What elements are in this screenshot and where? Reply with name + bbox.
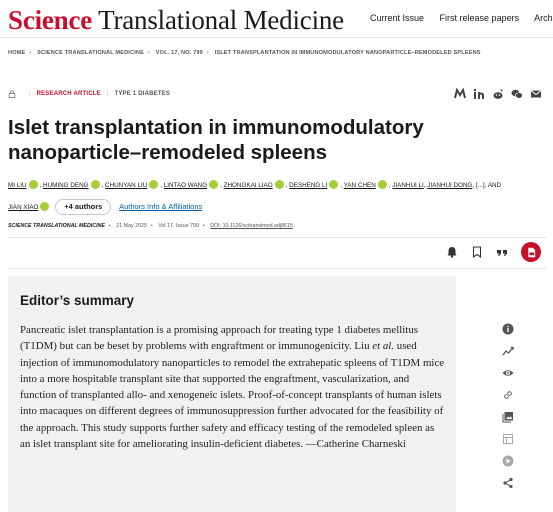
author-link[interactable]: CHUNYAN LIU xyxy=(105,182,148,189)
divider xyxy=(8,237,546,238)
more-authors-button[interactable]: +4 authors xyxy=(55,199,111,215)
article-tools-rail xyxy=(502,322,518,498)
share-icons xyxy=(454,87,541,98)
info-icon[interactable] xyxy=(502,322,514,334)
orcid-icon[interactable] xyxy=(378,180,387,189)
citation-line: SCIENCE TRANSLATIONAL MEDICINE • 21 May 2025 • Vol 17, Issue 799 • DOI: 10.1126/scitranslmed.adj8615 xyxy=(8,223,293,229)
linkedin-icon[interactable] xyxy=(473,87,484,98)
pdf-button[interactable] xyxy=(521,242,541,262)
author-ellipsis[interactable]: [...] xyxy=(475,182,485,189)
eye-icon[interactable] xyxy=(502,366,514,378)
author-link[interactable]: LINTAO WANG xyxy=(163,182,208,189)
author-link[interactable]: HUMING DENG xyxy=(43,182,89,189)
journal-logo[interactable]: Science Translational Medicine xyxy=(8,5,344,35)
email-icon[interactable] xyxy=(530,87,541,98)
author-link[interactable]: MI LIU xyxy=(8,182,27,189)
site-header xyxy=(0,0,553,38)
divider xyxy=(8,268,546,269)
doi-link[interactable]: DOI: 10.1126/scitranslmed.adj8615 xyxy=(210,223,293,229)
orcid-icon[interactable] xyxy=(209,180,218,189)
nav-first-release[interactable]: First release papers xyxy=(439,13,520,23)
author-link[interactable]: JIANHUI DONG xyxy=(427,182,473,189)
breadcrumb-article: ISLET TRANSPLANTATION IN IMMUNOMODULATORY NANOPARTICLE–REMODELED SPLEENS xyxy=(214,50,481,56)
author-link[interactable]: ZHONGKAI LIAO xyxy=(223,182,273,189)
reddit-icon[interactable] xyxy=(492,87,503,98)
tables-icon[interactable] xyxy=(502,432,514,444)
author-link[interactable]: JIAN XIAO xyxy=(8,204,39,211)
share-icon[interactable] xyxy=(502,476,514,488)
article-title: Islet transplantation in immunomodulatory nanoparticle–remodeled spleens xyxy=(8,116,424,164)
article-subject[interactable]: TYPE 1 DIABETES xyxy=(114,91,171,97)
summary-heading: Editor’s summary xyxy=(20,293,135,308)
author-link[interactable]: YAN CHEN xyxy=(343,182,376,189)
affiliations-link[interactable]: Authors Info & Affiliations xyxy=(119,202,203,211)
figures-icon[interactable] xyxy=(502,410,514,422)
breadcrumb-journal[interactable]: SCIENCE TRANSLATIONAL MEDICINE xyxy=(37,50,144,56)
author-list: MI LIU , HUMING DENG , CHUNYAN LIU , LINTAO WANG , ZHONGKAI LIAO , DESHENG LI , YAN CHEN , JIANHUI LI, JIANHUI DONG, [...], AND JIAN XIAO +4 authors Authors Info & Affiliations xyxy=(8,175,538,218)
article-actions xyxy=(446,242,541,262)
author-and: AND xyxy=(487,182,502,189)
metrics-icon[interactable] xyxy=(502,344,514,356)
article-type-badge[interactable]: RESEARCH ARTICLE xyxy=(36,91,101,97)
lock-icon xyxy=(8,90,16,98)
orcid-icon[interactable] xyxy=(29,180,38,189)
orcid-icon[interactable] xyxy=(149,180,158,189)
journal-name: SCIENCE TRANSLATIONAL MEDICINE xyxy=(8,223,105,229)
orcid-icon[interactable] xyxy=(40,202,49,211)
bookmark-icon[interactable] xyxy=(471,246,483,258)
wechat-icon[interactable] xyxy=(511,87,522,98)
bell-icon[interactable] xyxy=(446,246,458,258)
author-link[interactable]: DESHENG LI xyxy=(289,182,328,189)
volume-issue: Vol 17, Issue 799 xyxy=(158,223,199,229)
link-icon[interactable] xyxy=(502,388,514,400)
breadcrumb: HOME › SCIENCE TRANSLATIONAL MEDICINE › VOL. 17, NO. 799 › ISLET TRANSPLANTATION IN IMMUNOMODULATORY NANOPARTICLE–REMODELED SPLEENS xyxy=(8,50,481,56)
author-link[interactable]: JIANHUI LI xyxy=(392,182,424,189)
top-nav xyxy=(370,13,553,23)
breadcrumb-home[interactable]: HOME xyxy=(8,50,26,56)
mendeley-icon[interactable] xyxy=(454,87,465,98)
editors-summary xyxy=(8,276,456,512)
orcid-icon[interactable] xyxy=(275,180,284,189)
quote-icon[interactable] xyxy=(496,246,508,258)
orcid-icon[interactable] xyxy=(329,180,338,189)
article-tags: | RESEARCH ARTICLE | TYPE 1 DIABETES xyxy=(8,90,170,98)
nav-archive[interactable]: Arch xyxy=(534,13,553,23)
pdf-icon xyxy=(526,247,537,258)
breadcrumb-volume[interactable]: VOL. 17, NO. 799 xyxy=(155,50,203,56)
media-icon[interactable] xyxy=(502,454,514,466)
publish-date: 21 May 2025 xyxy=(116,223,147,229)
summary-text: Pancreatic islet transplantation is a promising approach for treating type 1 diabetes mellitus (T1DM) but can be beset by problems with engraftment or immunogenicity. Liu et al. used injection of immunomodulatory nanoparticles to remodel the extrahepatic spleens of T1DM mice into a more hospitable transplant site that supported the engraftment, vascularization, and function of transplanted allo- and xenogeneic islets. Proof-of-concept transplants of human islets into macaques on different degrees of immunosuppression further advocated for the feasibility of the approach. This study supports further safety and efficacy testing of the remodeled spleen as an islet transplant site for ameliorating insulin-deficient diabetes. —Catherine Charneski xyxy=(20,324,445,451)
nav-current-issue[interactable]: Current Issue xyxy=(370,13,425,23)
orcid-icon[interactable] xyxy=(91,180,100,189)
